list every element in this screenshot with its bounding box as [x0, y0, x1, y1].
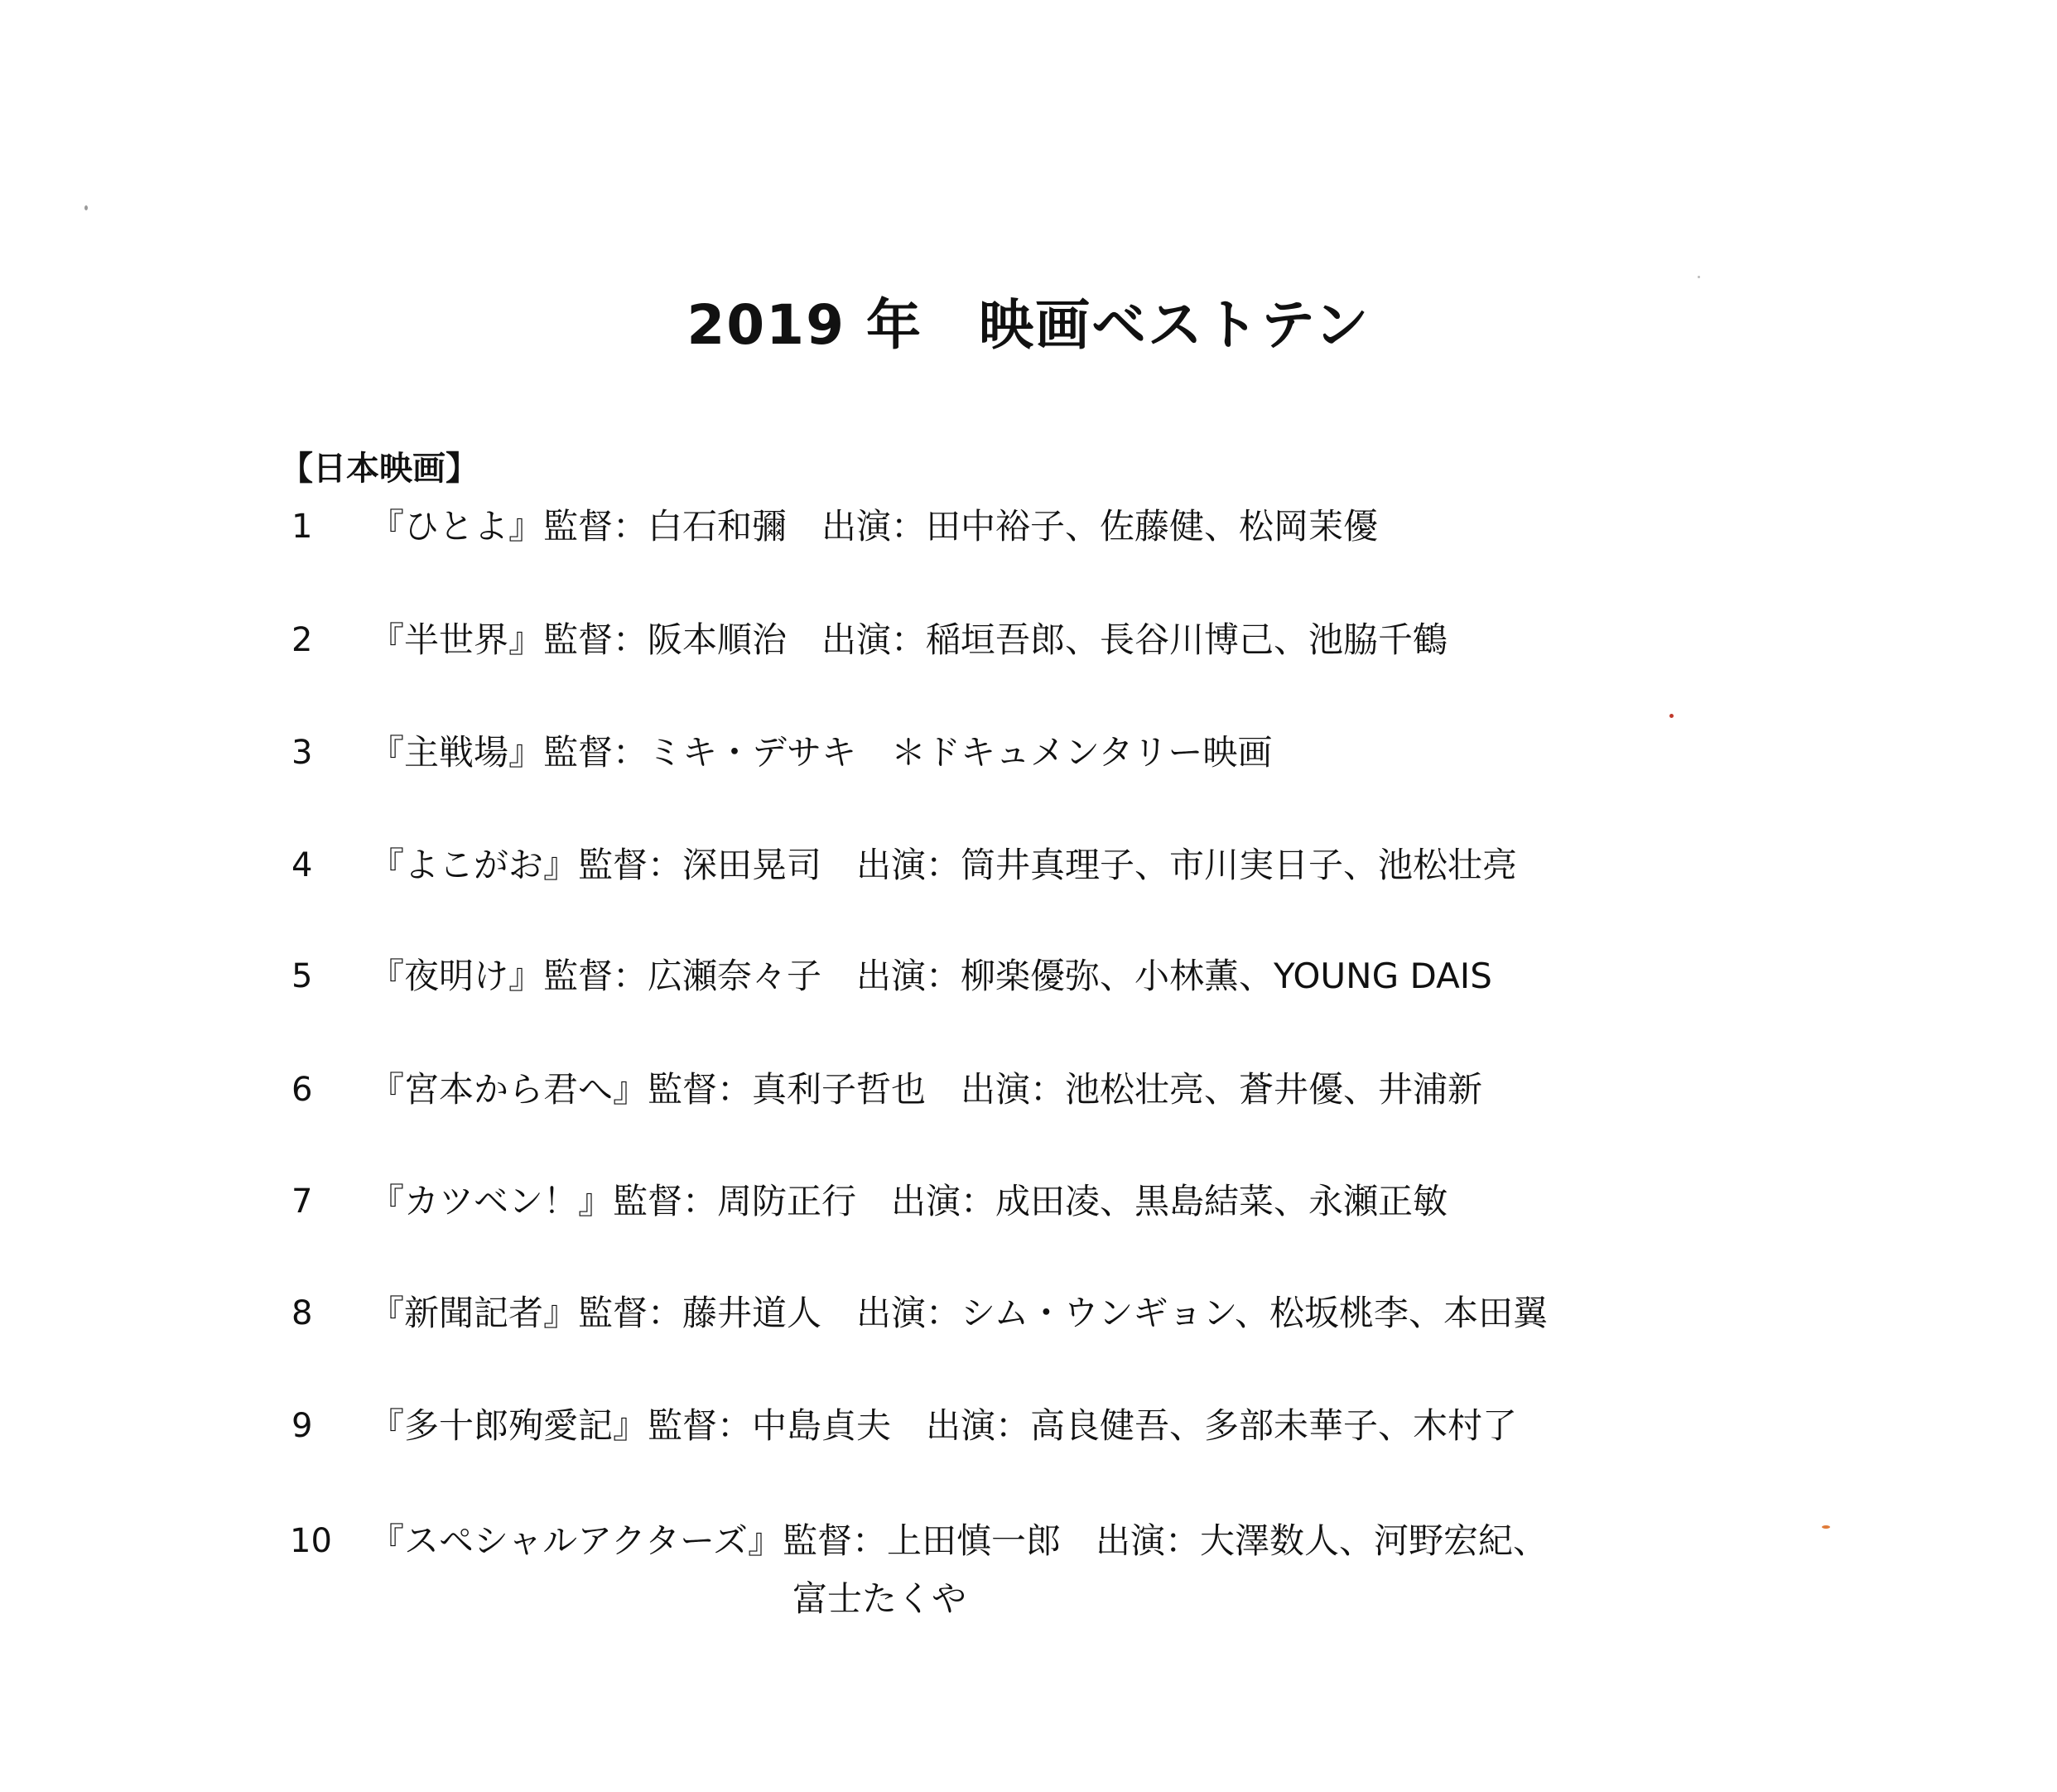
entry-continuation: 富士たくや [792, 1578, 967, 1619]
entry-text: 『カツベン！』監督：周防正行 出演：成田凌、黒島結菜、永瀬正敏 [369, 1181, 1448, 1221]
list-item [0, 841, 2057, 898]
entry-text: 『半世界』監督：阪本順治 出演：稲垣吾郎、長谷川博己、池脇千鶴 [369, 619, 1448, 660]
document-title: 2019 年 映画ベストテン [686, 293, 1371, 357]
rank-number: 7 [291, 1183, 313, 1221]
entry-text: 『多十郎殉愛記』監督：中島貞夫 出演：高良健吾、多部未華子、木村了 [369, 1405, 1518, 1446]
list-item [0, 1177, 2057, 1235]
entry-text: 『夜明け』監督：広瀬奈々子 出演：柳楽優弥、小林薫、YOUNG DAIS [369, 956, 1492, 996]
entry-text: 『新聞記者』監督：藤井道人 出演：シム・ウンギョン、松坂桃李、本田翼 [369, 1293, 1548, 1333]
entry-text: 『よこがお』監督：深田晃司 出演：筒井真理子、市川実日子、池松壮亮 [369, 845, 1518, 885]
list-item [0, 951, 2057, 1009]
entry-text: 『ひとよ』監督：白石和彌 出演：田中裕子、佐藤健、松岡茉優 [369, 506, 1379, 547]
rank-number: 3 [291, 734, 313, 772]
list-item [0, 1401, 2057, 1459]
rank-number: 6 [291, 1071, 313, 1109]
list-item [0, 502, 2057, 560]
rank-number: 4 [291, 846, 313, 884]
list-item [0, 1289, 2057, 1346]
rank-number: 8 [291, 1294, 313, 1332]
list-item [0, 1516, 2057, 1574]
list-item [0, 728, 2057, 786]
entry-text: 『宮本から君へ』監督：真利子哲也 出演：池松壮亮、蒼井優、井浦新 [369, 1069, 1483, 1110]
scan-speck [84, 205, 88, 210]
scan-speck [1698, 276, 1700, 278]
list-item [0, 615, 2057, 673]
rank-number: 5 [291, 957, 313, 995]
scan-speck [1669, 714, 1674, 718]
rank-number: 1 [291, 508, 313, 546]
entry-text: 『スペシャルアクターズ』監督：上田慎一郎 出演：大澤数人、河野宏紀、 [369, 1520, 1548, 1561]
rank-number: 9 [291, 1407, 313, 1445]
entry-text: 『主戦場』監督：ミキ・デサキ ＊ドキュメンタリー映画 [369, 732, 1273, 773]
rank-number: 2 [291, 621, 313, 659]
rank-number: 10 [290, 1522, 332, 1560]
scan-speck [1822, 1525, 1830, 1529]
list-item [0, 1065, 2057, 1123]
section-heading: 【日本映画】 [280, 450, 479, 488]
